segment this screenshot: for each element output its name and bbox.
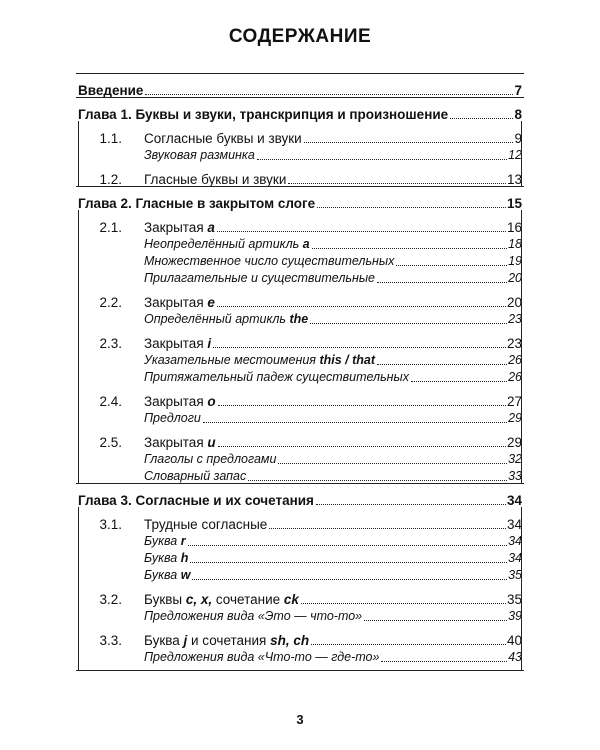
page-reference: 40: [506, 633, 522, 648]
vertical-rule-left: [78, 210, 79, 483]
page-reference: 15: [506, 196, 522, 211]
page-reference: 13: [506, 172, 522, 187]
entry-title-text: Буква: [144, 568, 181, 582]
entry-title: [144, 591, 299, 608]
entry-title-emphasis: j: [183, 633, 188, 648]
entry-title-text: Притяжательный падеж существительных: [144, 370, 410, 384]
entry-title-text: Закрытая: [144, 435, 208, 450]
page-reference: 29: [506, 435, 522, 450]
toc-sub-row: [78, 369, 522, 386]
entry-title: [144, 253, 394, 270]
vertical-rule-right: [521, 507, 522, 670]
entry-title-text: Определённый артикль: [144, 312, 290, 326]
leader-dots: [304, 142, 514, 143]
page-reference: 12: [508, 148, 522, 162]
entry-title-emphasis: this / that: [319, 353, 375, 367]
entry-title: [144, 352, 375, 369]
entry-title-text-continued: сочетание: [212, 592, 284, 607]
toc-chapter-row: [78, 75, 522, 99]
page-reference: 39: [508, 609, 522, 623]
entry-title-text: Буква: [144, 551, 181, 565]
entry-title-emphasis: a: [207, 220, 215, 235]
entry-title-emphasis-2: ck: [283, 592, 299, 607]
section-number: 1.2.: [99, 172, 122, 187]
page-reference: 8: [514, 107, 522, 122]
page-reference: 34: [506, 517, 522, 532]
leader-dots: [217, 306, 506, 307]
toc-sub-row: [78, 608, 522, 625]
entry-title: [144, 393, 216, 410]
entry-title-text: Глава 2. Гласные в закрытом слоге: [78, 196, 316, 211]
page-reference: 32: [508, 452, 522, 466]
page-reference: 18: [508, 237, 522, 251]
entry-title: [144, 270, 375, 287]
page-reference: 7: [514, 83, 522, 98]
table-of-contents: [78, 75, 522, 666]
entry-title-text: Множественное число существительных: [144, 254, 395, 268]
entry-title: [144, 130, 302, 147]
entry-title: [144, 219, 215, 236]
entry-title: [144, 410, 201, 427]
entry-title-emphasis: the: [289, 312, 309, 326]
entry-title-text: Звуковая разминка: [144, 148, 255, 162]
page-number: 3: [296, 712, 304, 727]
toc-section-row: [78, 584, 522, 608]
page-reference: 20: [508, 271, 522, 285]
entry-title: [144, 434, 216, 451]
toc-sub-row: [78, 567, 522, 584]
leader-dots: [450, 118, 513, 119]
page-reference: 35: [506, 592, 522, 607]
leader-dots: [396, 265, 507, 266]
toc-sub-row: [78, 311, 522, 328]
leader-dots: [381, 661, 507, 662]
toc-section-row: [78, 123, 522, 147]
entry-title: [78, 492, 314, 509]
leader-dots: [301, 603, 506, 604]
leader-dots: [269, 528, 506, 529]
section-number: 2.5.: [99, 435, 122, 450]
entry-title-emphasis: w: [180, 568, 191, 582]
entry-title-emphasis: o: [207, 394, 216, 409]
horizontal-rule: [76, 483, 524, 484]
leader-dots: [317, 207, 506, 208]
entry-title: [144, 335, 211, 352]
page-reference: 34: [506, 493, 522, 508]
leader-dots: [190, 562, 507, 563]
entry-title: [144, 516, 267, 533]
entry-title-text: Неопределённый артикль: [144, 237, 303, 251]
leader-dots: [316, 504, 506, 505]
leader-dots: [377, 282, 507, 283]
toc-section-row: [78, 427, 522, 451]
leader-dots: [377, 364, 507, 365]
toc-sub-row: [78, 270, 522, 287]
entry-title-text: Предложения вида «Это — что-то»: [144, 609, 363, 623]
leader-dots: [364, 620, 507, 621]
toc-sub-row: [78, 236, 522, 253]
entry-title-text: Предлоги: [144, 411, 201, 425]
entry-title-text: Закрытая: [144, 220, 208, 235]
page-reference: 26: [508, 370, 522, 384]
toc-section-row: [78, 287, 522, 311]
entry-title: [144, 632, 309, 649]
entry-title-text: Гласные буквы и звуки: [144, 172, 287, 187]
entry-title-text: Согласные буквы и звуки: [144, 131, 302, 146]
leader-dots: [248, 480, 507, 481]
vertical-rule-right: [521, 210, 522, 483]
entry-title: [78, 195, 315, 212]
toc-section-row: [78, 164, 522, 188]
page-reference: 43: [508, 650, 522, 664]
entry-title: [144, 567, 190, 584]
entry-title-text: Закрытая: [144, 336, 208, 351]
entry-title-text: Глава 3. Согласные и их сочетания: [78, 493, 314, 508]
leader-dots: [145, 94, 513, 95]
section-number: 2.2.: [99, 295, 122, 310]
entry-title-text: Предложения вида «Что-то — где-то»: [144, 650, 380, 664]
entry-title: [144, 649, 379, 666]
leader-dots: [257, 159, 507, 160]
page-reference: 19: [508, 254, 522, 268]
section-number: 2.1.: [99, 220, 122, 235]
toc-sub-row: [78, 451, 522, 468]
leader-dots: [192, 579, 507, 580]
entry-title-text: Глава 1. Буквы и звуки, транскрипция и произношение: [78, 107, 449, 122]
page-reference: 26: [508, 353, 522, 367]
horizontal-rule: [76, 73, 524, 74]
toc-section-row: [78, 212, 522, 236]
entry-title-text: Глаголы с предлогами: [144, 452, 277, 466]
horizontal-rule: [76, 186, 524, 187]
entry-title: [144, 294, 215, 311]
toc-section-row: [78, 509, 522, 533]
section-number: 1.1.: [99, 131, 122, 146]
entry-title: [144, 147, 255, 164]
toc-section-row: [78, 386, 522, 410]
toc-sub-row: [78, 649, 522, 666]
entry-title-emphasis: r: [180, 534, 186, 548]
toc-section-row: [78, 328, 522, 352]
entry-title-text: Буквы: [144, 592, 186, 607]
leader-dots: [218, 446, 506, 447]
leader-dots: [213, 347, 506, 348]
page-reference: 27: [506, 394, 522, 409]
page-reference: 23: [508, 312, 522, 326]
entry-title-text: Прилагательные и существительные: [144, 271, 375, 285]
leader-dots: [311, 644, 506, 645]
page-reference: 9: [514, 131, 522, 146]
section-number: 2.3.: [99, 336, 122, 351]
page-reference: 34: [508, 534, 522, 548]
horizontal-rule: [76, 97, 524, 98]
toc-sub-row: [78, 253, 522, 270]
leader-dots: [278, 463, 507, 464]
leader-dots: [312, 248, 507, 249]
page-title: СОДЕРЖАНИЕ: [228, 26, 372, 47]
entry-title-text: Указательные местоимения: [144, 353, 320, 367]
page-reference: 23: [506, 336, 522, 351]
toc-sub-row: [78, 550, 522, 567]
toc-chapter-row: [78, 99, 522, 123]
page-reference: 20: [506, 295, 522, 310]
toc-sub-row: [78, 410, 522, 427]
toc-section-row: [78, 625, 522, 649]
page-reference: 34: [508, 551, 522, 565]
entry-title-emphasis: a: [302, 237, 310, 251]
entry-title-text: Закрытая: [144, 295, 208, 310]
leader-dots: [188, 545, 508, 546]
entry-title-text: Закрытая: [144, 394, 208, 409]
entry-title: [78, 106, 448, 123]
entry-title-text: Введение: [78, 83, 144, 98]
entry-title: [144, 369, 409, 386]
leader-dots: [310, 323, 507, 324]
entry-title-emphasis: c, x,: [185, 592, 213, 607]
page-reference: 16: [506, 220, 522, 235]
leader-dots: [411, 381, 507, 382]
entry-title-text: Трудные согласные: [144, 517, 268, 532]
vertical-rule-left: [78, 507, 79, 670]
leader-dots: [218, 405, 506, 406]
entry-title-emphasis: h: [180, 551, 189, 565]
vertical-rule-right: [521, 121, 522, 186]
horizontal-rule: [76, 670, 524, 671]
entry-title: [144, 608, 362, 625]
page-reference: 35: [508, 568, 522, 582]
section-number: 3.2.: [99, 592, 122, 607]
entry-title-emphasis-2: sh, ch: [270, 633, 310, 648]
section-number: 3.3.: [99, 633, 122, 648]
entry-title-text: Буква: [144, 633, 184, 648]
entry-title: [144, 533, 186, 550]
entry-title-text: Буква: [144, 534, 181, 548]
entry-title-emphasis: u: [207, 435, 216, 450]
toc-chapter-row: [78, 188, 522, 212]
section-number: 2.4.: [99, 394, 122, 409]
leader-dots: [217, 231, 506, 232]
entry-title: [144, 311, 308, 328]
entry-title: [144, 451, 276, 468]
page-reference: 29: [508, 411, 522, 425]
entry-title: [144, 236, 310, 253]
entry-title-emphasis: e: [207, 295, 215, 310]
entry-title-emphasis: i: [207, 336, 212, 351]
toc-chapter-row: [78, 485, 522, 509]
toc-sub-row: [78, 147, 522, 164]
leader-dots: [203, 422, 507, 423]
leader-dots: [288, 183, 506, 184]
toc-sub-row: [78, 352, 522, 369]
vertical-rule-left: [78, 121, 79, 186]
entry-title: [144, 550, 188, 567]
entry-title-text: Словарный запас: [144, 469, 247, 483]
entry-title-text-continued: и сочетания: [187, 633, 271, 648]
page-reference: 33: [508, 469, 522, 483]
toc-sub-row: [78, 533, 522, 550]
section-number: 3.1.: [99, 517, 122, 532]
